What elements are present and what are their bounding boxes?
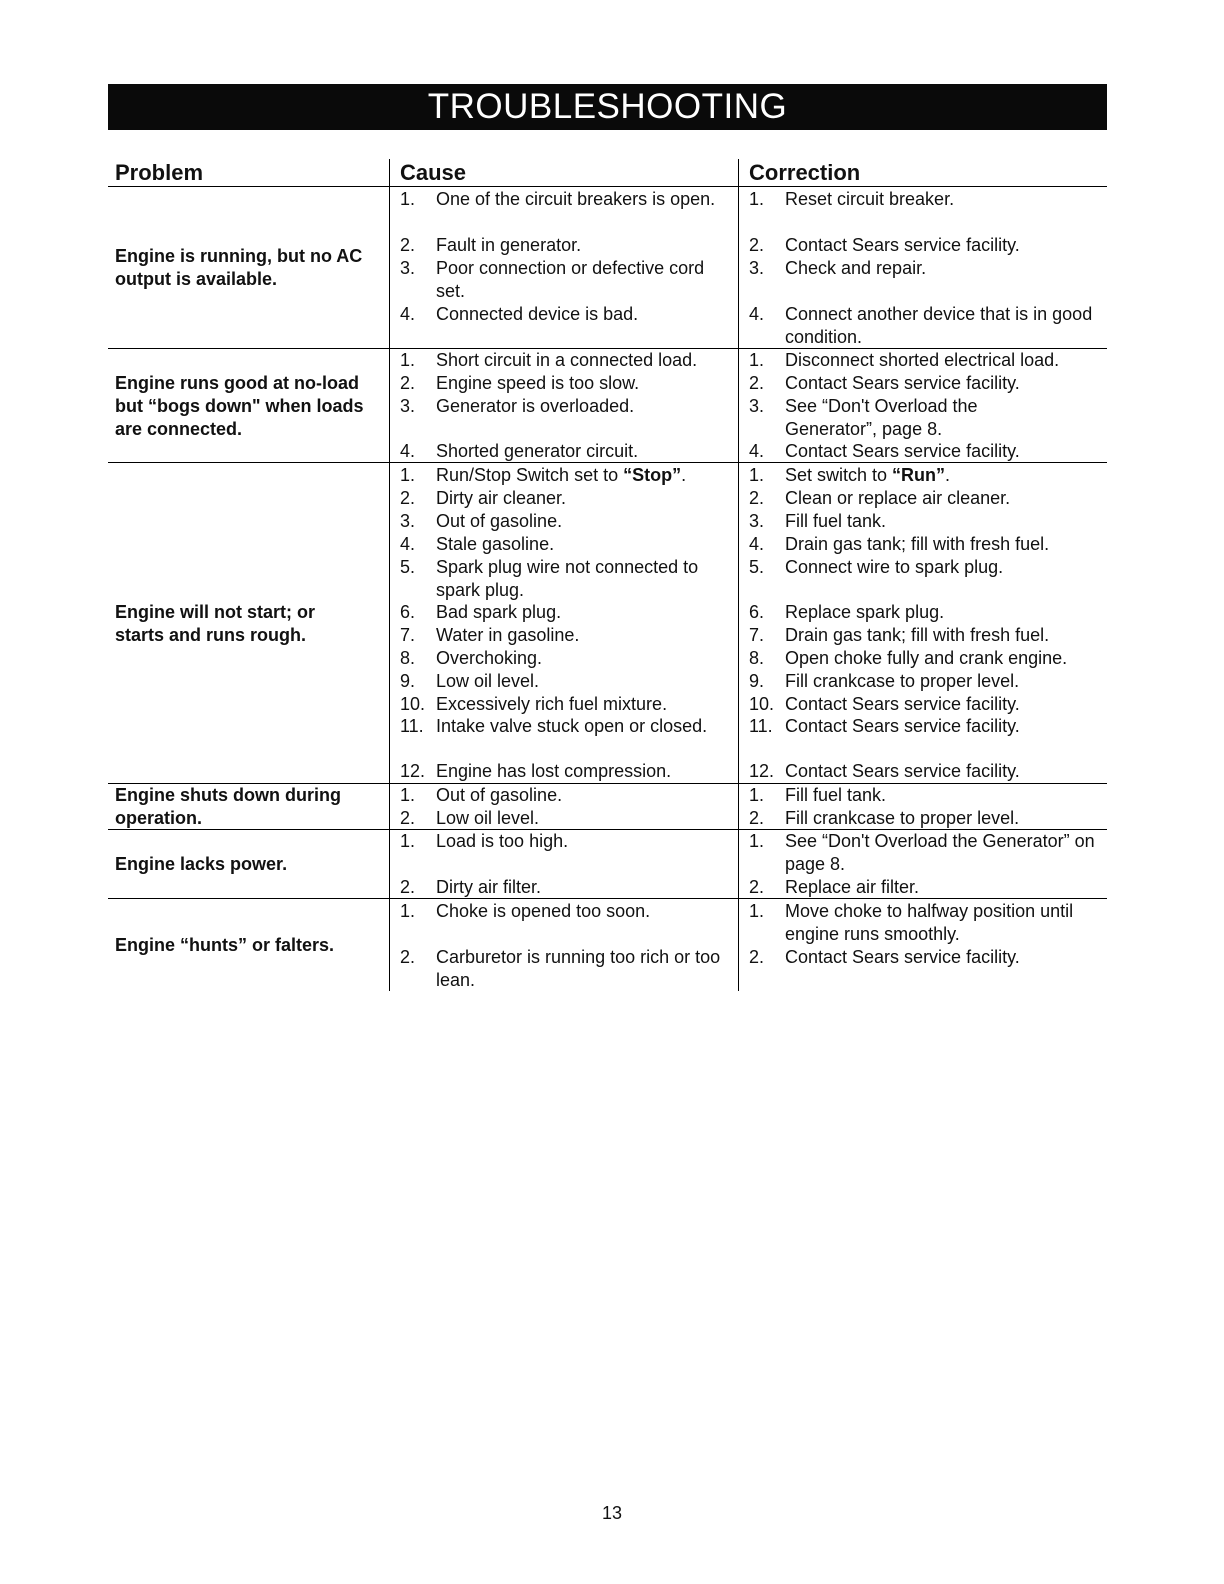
cause-number: 3. (400, 396, 416, 416)
cause-text: Out of gasoline. (436, 785, 563, 805)
cause-text: Dirty air filter. (436, 877, 542, 897)
problem-will-not-start: Engine will not start; or starts and runs rough. (115, 602, 316, 645)
cause-number: 2. (400, 235, 416, 255)
cause-text: Carburetor is running too rich or too lean. (436, 947, 721, 990)
cause-number: 4. (400, 534, 416, 554)
correction-number: 10. (749, 694, 775, 714)
cause-text: Spark plug wire not connected to spark plug. (436, 557, 699, 600)
cause-text: Fault in generator. (436, 235, 582, 255)
cause-number: 1. (400, 189, 416, 209)
cause-text: Out of gasoline. (436, 511, 563, 531)
correction-text: Check and repair. (785, 258, 927, 278)
cause-number: 1. (400, 350, 416, 370)
correction-text: Contact Sears service facility. (785, 373, 1020, 393)
cause-number: 2. (400, 373, 416, 393)
correction-number: 1. (749, 901, 765, 921)
correction-number: 5. (749, 557, 765, 577)
correction-text: See “Don't Overload the Generator”, page 8. (785, 396, 978, 439)
correction-text: Replace spark plug. (785, 602, 945, 622)
correction-text: Contact Sears service facility. (785, 235, 1020, 255)
cause-text: Excessively rich fuel mixture. (436, 694, 668, 714)
correction-text: Set switch to (785, 465, 893, 485)
correction-column-header: Correction (749, 160, 861, 185)
column-divider-right (738, 159, 739, 991)
correction-text: Contact Sears service facility. (785, 761, 1020, 781)
cause-number: 1. (400, 831, 416, 851)
cause-number: 3. (400, 258, 416, 278)
correction-number: 2. (749, 808, 765, 828)
correction-text: Contact Sears service facility. (785, 694, 1020, 714)
cause-number: 11. (400, 716, 424, 736)
correction-number: 4. (749, 441, 765, 461)
correction-text: See “Don't Overload the Generator” on page 8. (785, 831, 1095, 874)
cause-text: Bad spark plug. (436, 602, 562, 622)
cause-text: Low oil level. (436, 671, 540, 691)
problem-bogs-down: Engine runs good at no-load but “bogs down" when loads are connected. (115, 373, 364, 439)
correction-number: 3. (749, 258, 765, 278)
correction-number: 6. (749, 602, 765, 622)
correction-number: 1. (749, 189, 765, 209)
cause-text: Run/Stop Switch set to (436, 465, 624, 485)
problem-hunts-or-falters: Engine “hunts” or falters. (115, 935, 335, 955)
page-number: 13 (601, 1503, 623, 1523)
cause-text: Engine speed is too slow. (436, 373, 640, 393)
cause-number: 8. (400, 648, 416, 668)
cause-text: Generator is overloaded. (436, 396, 635, 416)
cause-text: Short circuit in a connected load. (436, 350, 698, 370)
correction-number: 1. (749, 350, 765, 370)
cause-text: One of the circuit breakers is open. (436, 189, 716, 209)
correction-text: Open choke fully and crank engine. (785, 648, 1068, 668)
correction-number: 2. (749, 235, 765, 255)
correction-number: 4. (749, 304, 765, 324)
column-divider-left (389, 159, 390, 991)
cause-number: 1. (400, 785, 416, 805)
correction-text: Fill crankcase to proper level. (785, 671, 1020, 691)
cause-text: Connected device is bad. (436, 304, 639, 324)
correction-text: Contact Sears service facility. (785, 947, 1020, 967)
correction-number: 1. (749, 465, 765, 485)
cause-text-suffix: . (681, 465, 687, 485)
cause-number: 2. (400, 947, 416, 967)
cause-number: 1. (400, 465, 416, 485)
correction-number: 7. (749, 625, 765, 645)
correction-number: 1. (749, 785, 765, 805)
cause-number: 5. (400, 557, 416, 577)
correction-text: Fill fuel tank. (785, 511, 887, 531)
correction-number: 9. (749, 671, 765, 691)
cause-number: 2. (400, 808, 416, 828)
correction-number: 12. (749, 761, 775, 781)
problem-shuts-down: Engine shuts down during operation. (115, 785, 341, 828)
correction-text: Drain gas tank; fill with fresh fuel. (785, 625, 1050, 645)
cause-number: 2. (400, 488, 416, 508)
correction-number: 1. (749, 831, 765, 851)
correction-number: 3. (749, 396, 765, 416)
cause-number: 6. (400, 602, 416, 622)
problem-no-ac-output: Engine is running, but no AC output is available. (115, 246, 363, 289)
correction-text: Contact Sears service facility. (785, 441, 1020, 461)
cause-number: 9. (400, 671, 416, 691)
correction-text: Clean or replace air cleaner. (785, 488, 1011, 508)
cause-number: 1. (400, 901, 416, 921)
correction-number: 2. (749, 488, 765, 508)
cause-number: 12. (400, 761, 426, 781)
correction-text: Move choke to halfway position until engine runs smoothly. (785, 901, 1074, 944)
correction-text-suffix: . (945, 465, 951, 485)
correction-number: 8. (749, 648, 765, 668)
cause-number: 3. (400, 511, 416, 531)
stop-position-label: “Stop” (623, 465, 682, 485)
correction-text: Contact Sears service facility. (785, 716, 1020, 736)
cause-number: 4. (400, 304, 416, 324)
correction-number: 3. (749, 511, 765, 531)
correction-text: Disconnect shorted electrical load. (785, 350, 1060, 370)
correction-number: 2. (749, 947, 765, 967)
correction-number: 4. (749, 534, 765, 554)
cause-column-header: Cause (400, 160, 467, 185)
problem-lacks-power: Engine lacks power. (115, 854, 288, 874)
cause-text: Water in gasoline. (436, 625, 580, 645)
page-title: TROUBLESHOOTING (108, 84, 1107, 130)
correction-text: Drain gas tank; fill with fresh fuel. (785, 534, 1050, 554)
correction-text: Reset circuit breaker. (785, 189, 955, 209)
cause-text: Intake valve stuck open or closed. (436, 716, 708, 736)
cause-text: Engine has lost compression. (436, 761, 672, 781)
run-position-label: “Run” (892, 465, 946, 485)
cause-text: Load is too high. (436, 831, 569, 851)
correction-text: Connect another device that is in good condition. (785, 304, 1093, 347)
cause-text: Poor connection or defective cord set. (436, 258, 705, 301)
cause-number: 7. (400, 625, 416, 645)
correction-text: Replace air filter. (785, 877, 920, 897)
cause-text: Dirty air cleaner. (436, 488, 567, 508)
correction-number: 11. (749, 716, 773, 736)
correction-text: Fill crankcase to proper level. (785, 808, 1020, 828)
cause-text: Low oil level. (436, 808, 540, 828)
correction-number: 2. (749, 373, 765, 393)
header-rule (108, 186, 1107, 187)
cause-number: 2. (400, 877, 416, 897)
cause-text: Stale gasoline. (436, 534, 555, 554)
cause-number: 4. (400, 441, 416, 461)
correction-text: Fill fuel tank. (785, 785, 887, 805)
cause-text: Choke is opened too soon. (436, 901, 651, 921)
cause-text: Shorted generator circuit. (436, 441, 639, 461)
correction-number: 2. (749, 877, 765, 897)
problem-column-header: Problem (115, 160, 204, 185)
cause-text: Overchoking. (436, 648, 543, 668)
correction-text: Connect wire to spark plug. (785, 557, 1004, 577)
cause-number: 10. (400, 694, 426, 714)
